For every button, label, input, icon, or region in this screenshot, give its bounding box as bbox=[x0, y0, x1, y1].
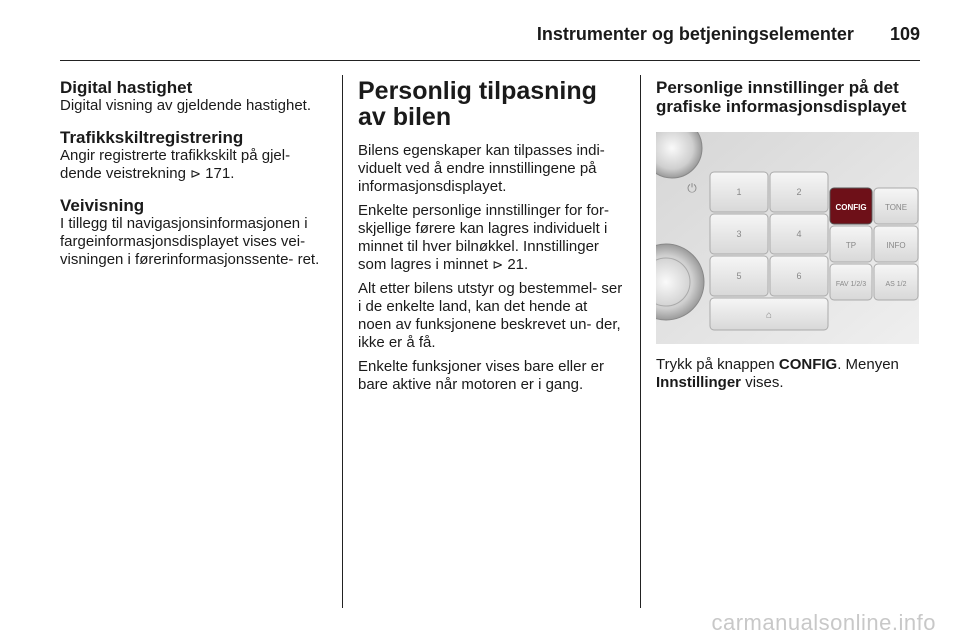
arrow-reference-icon: ⊳ bbox=[190, 166, 201, 181]
header-title: Instrumenter og betjeningselementer bbox=[536, 23, 854, 44]
button-label: 1 bbox=[736, 187, 742, 197]
section-title: Trafikkskiltregistrering bbox=[60, 128, 244, 147]
control-panel-photo bbox=[656, 132, 919, 344]
settings-menu-label: Innstillinger bbox=[656, 374, 742, 391]
section-body bbox=[60, 147, 328, 183]
column-divider-2 bbox=[640, 75, 641, 608]
column-divider-1 bbox=[342, 75, 343, 608]
power-icon: ⏻ bbox=[687, 181, 697, 195]
arrow-reference-icon: ⊳ bbox=[492, 257, 504, 272]
column-1 bbox=[60, 78, 328, 282]
paragraph-2 bbox=[358, 202, 624, 274]
section-title: Veivisning bbox=[60, 196, 145, 215]
section-digital-speed bbox=[60, 78, 328, 115]
section-body: I tillegg til navigasjonsinformasjonen i fargeinformasjonsdisplayet vises vei- visningen i førerinformasjonssente- ret. bbox=[60, 215, 320, 268]
page-reference[interactable]: 171. bbox=[205, 165, 235, 182]
instruction-text-part: Trykk på knappen bbox=[656, 356, 775, 373]
watermark: carmanualsonline.info bbox=[711, 610, 936, 635]
instruction-text bbox=[656, 356, 922, 392]
section-title: Personlige innstillinger på det grafiske informasjonsdisplayet bbox=[656, 78, 907, 116]
button-label: AS 1/2 bbox=[885, 281, 907, 288]
column-2 bbox=[358, 78, 624, 400]
page-number: 109 bbox=[889, 23, 920, 44]
config-label: CONFIG bbox=[778, 356, 838, 373]
paragraph-3: Alt etter bilens utstyr og bestemmel- ser i de enkelte land, kan det hende at noen av funksjonene beskrevet un- der, ikke er å få. bbox=[358, 280, 623, 351]
button-label: INFO bbox=[886, 241, 906, 250]
page-header bbox=[60, 14, 920, 54]
section-traffic-sign bbox=[60, 128, 328, 183]
button-label: 4 bbox=[796, 229, 802, 239]
button-label: FAV 1/2/3 bbox=[835, 281, 867, 288]
page-reference[interactable]: 21. bbox=[507, 256, 529, 273]
button-label: 3 bbox=[736, 229, 742, 239]
header-rule bbox=[60, 60, 920, 61]
paragraph-4: Enkelte funksjoner vises bare eller er bare aktive når motoren er i gang. bbox=[358, 358, 604, 393]
button-label: TP bbox=[845, 241, 857, 250]
button-label: TONE bbox=[884, 203, 908, 212]
button-label: 6 bbox=[796, 271, 802, 281]
paragraph-1: Bilens egenskaper kan tilpasses indi- viduelt ved å endre innstillingene på informasjonsdisplayet. bbox=[358, 142, 605, 195]
button-label: 2 bbox=[796, 187, 802, 197]
section-navigation bbox=[60, 196, 328, 269]
instruction-text-part: vises. bbox=[745, 374, 784, 391]
button-label: 5 bbox=[736, 271, 742, 281]
chapter-title: Personlig tilpasning av bilen bbox=[358, 77, 597, 131]
section-title: Digital hastighet bbox=[60, 78, 193, 97]
paragraph-2-text: Enkelte personlige innstillinger for for- skjellige førere kan lagres individuelt i minnet til hver bilnøkkel. Innstillinger som lagres i minnet bbox=[358, 202, 609, 273]
section-body-text: Angir registrerte trafikkskilt på gjel- dende veistrekning bbox=[60, 147, 291, 182]
button-label: CONFIG bbox=[835, 203, 867, 212]
column-3 bbox=[656, 78, 922, 392]
section-body: Digital visning av gjeldende hastighet. bbox=[60, 97, 311, 114]
home-icon: ⌂ bbox=[765, 310, 773, 321]
instruction-text-part: . Menyen bbox=[837, 356, 899, 373]
